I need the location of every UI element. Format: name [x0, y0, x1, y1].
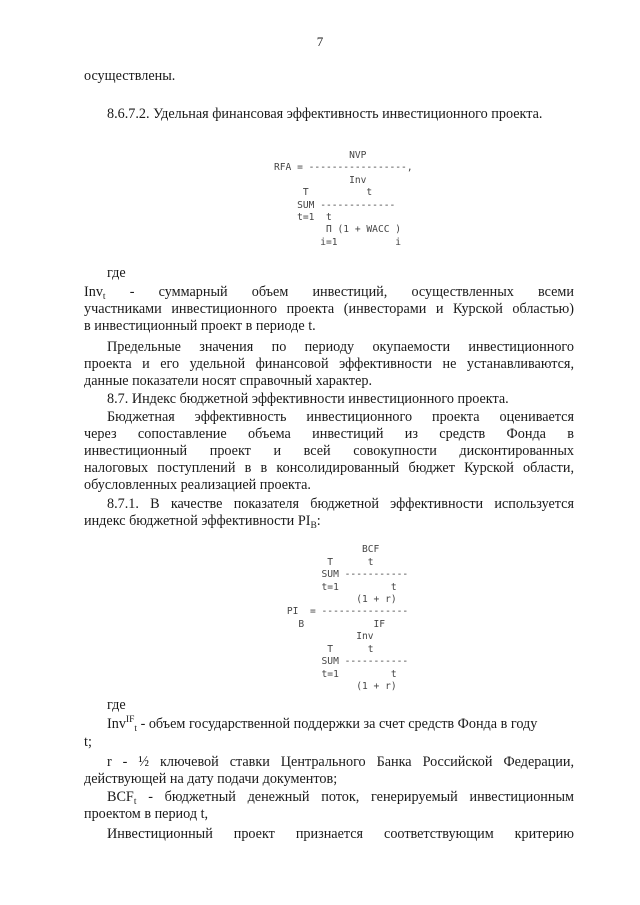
text-span: - объем государственной поддержки за счет средств Фонда в году — [137, 716, 538, 732]
text-line: инвестиционный проект и всей совокупности дисконтированных — [84, 443, 574, 459]
formula-row: T t — [258, 644, 374, 655]
text-line: в инвестиционный проект в периоде t. — [84, 318, 316, 334]
text-line: налоговых поступлений в в консолидированный бюджет Курской области, — [84, 460, 574, 476]
text-span: индекс бюджетной эффективности PI — [84, 513, 311, 529]
formula-row: B IF — [258, 619, 386, 630]
formula-row: Inv — [258, 631, 374, 642]
text-span: : — [316, 513, 321, 529]
formula-row: (1 + r) — [258, 681, 397, 692]
page-number: 7 — [316, 34, 324, 49]
formula-row: t=1 t — [258, 669, 397, 680]
formula-row: NVP — [222, 150, 367, 161]
text-line: 8.7.1. В качестве показателя бюджетной эффективности используется — [107, 496, 574, 512]
text-line: проектом в период t, — [84, 806, 209, 822]
subscript: t — [102, 292, 106, 302]
formula-row: T t — [222, 187, 373, 198]
formula-row: П (1 + WACC ) — [222, 224, 402, 235]
subscript: t — [133, 797, 137, 807]
text-line: Инвестиционный проект признается соответствующим критерию — [107, 826, 574, 842]
symbol-inv: Inv — [84, 284, 103, 300]
subscript: B — [310, 521, 317, 531]
text-line: обусловленных реализацией проекта. — [84, 477, 311, 493]
text-line: осуществлены. — [84, 68, 176, 84]
formula-row: i=1 i — [222, 237, 402, 248]
text-line: участниками инвестиционного проекта (инвесторами и Курской областью) — [84, 301, 574, 317]
symbol-inv: Inv — [107, 716, 126, 732]
subscript: t — [134, 724, 138, 734]
text-line: проекта и его удельной финансовой эффективности не устанавливаются, — [84, 356, 574, 372]
definition-invif — [107, 716, 537, 733]
text-line: где — [107, 697, 126, 713]
text-line-pib — [84, 513, 321, 530]
section-heading-8-6-7-2: 8.6.7.2. Удельная финансовая эффективность инвестиционного проекта. — [107, 106, 543, 122]
text-line: где — [107, 265, 126, 281]
section-heading-8-7: 8.7. Индекс бюджетной эффективности инвестиционного проекта. — [107, 391, 509, 407]
superscript: IF — [125, 715, 135, 725]
text-span: - суммарный объем инвестиций, осуществленных всеми — [105, 284, 574, 300]
formula-row: BCF — [258, 544, 380, 555]
formula-row: Inv — [222, 175, 367, 186]
formula-row: t=1 t — [222, 212, 332, 223]
definition-r: r - ½ ключевой ставки Центрального Банка Российской Федерации, — [107, 754, 574, 770]
formula-row: PI = --------------- — [258, 606, 409, 617]
text-span: - бюджетный денежный поток, генерируемый инвестиционным — [136, 789, 574, 805]
formula-row: t=1 t — [258, 582, 397, 593]
formula-row: SUM ------------- — [222, 200, 396, 211]
formula-row: (1 + r) — [258, 594, 397, 605]
definition-bcf — [107, 789, 574, 806]
formula-row: SUM ----------- — [258, 569, 409, 580]
text-line: через сопоставление объема инвестиций из средств Фонда в — [84, 426, 574, 442]
formula-row: T t — [258, 557, 374, 568]
text-line: Бюджетная эффективность инвестиционного проекта оценивается — [107, 409, 574, 425]
definition-inv — [84, 284, 574, 301]
text-line: действующей на дату подачи документов; — [84, 771, 338, 787]
symbol-bcf: BCF — [107, 789, 134, 805]
text-line: t; — [84, 734, 92, 750]
text-line: данные показатели носят справочный характер. — [84, 373, 373, 389]
formula-row: SUM ----------- — [258, 656, 409, 667]
text-line: Предельные значения по периоду окупаемости инвестиционного — [107, 339, 574, 355]
formula-row: RFA = -----------------, — [222, 162, 413, 173]
